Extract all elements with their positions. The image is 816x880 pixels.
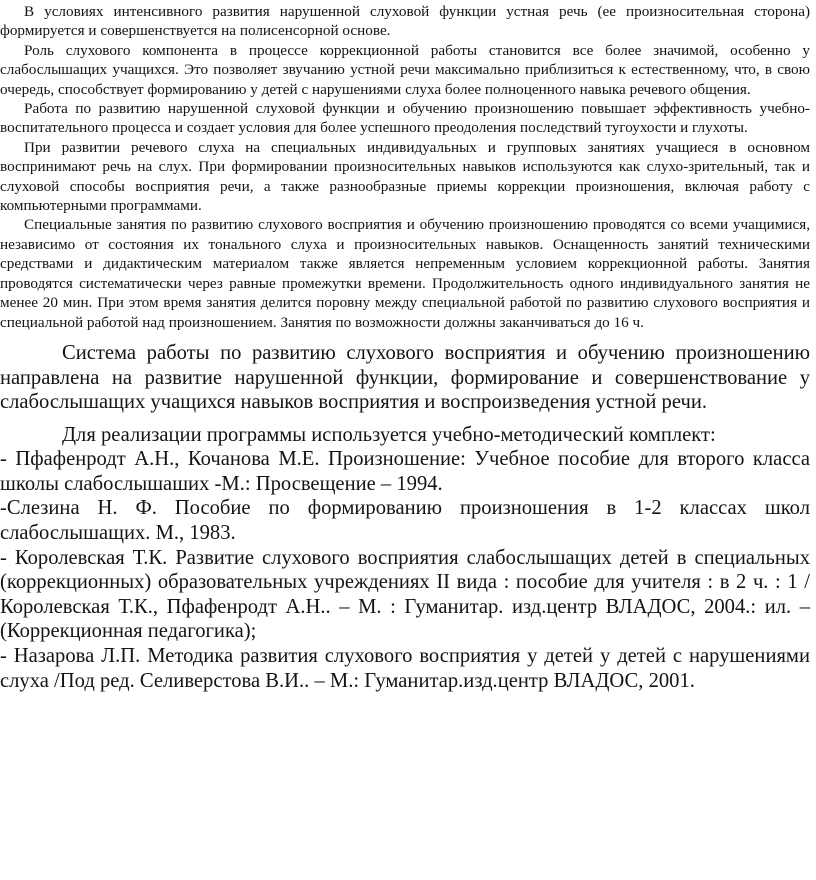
paragraph-work-efficiency: Работа по развитию нарушенной слуховой функции и обучению произношению повышает эффективность учебно-воспитательного процесса и создает условия для более успешного преодоления последствий тугоухости и глухоты.	[0, 100, 810, 137]
reference-item: -Слезина Н. Ф. Пособие по формированию произношения в 1-2 классах школ слабослышащих. М., 1983.	[0, 497, 810, 545]
paragraph-kit-intro: Для реализации программы используется учебно-методический комплект:	[62, 423, 716, 446]
reference-item: - Назарова Л.П. Методика развития слухового восприятия у детей у детей с нарушениями слуха /Под ред. Селиверстова В.И.. – М.: Гуманитар.изд.центр ВЛАДОС, 2001.	[0, 645, 810, 692]
paragraph-speech-hearing: При развитии речевого слуха на специальных индивидуальных и групповых занятиях учащиеся в основном воспринимают речь на слух. При формировании произносительных навыков используются как слухо-зрительный, так и слуховой способы восприятия речи, а также разнообразные приемы коррекции произношения, включая работу с компьютерными программами.	[0, 138, 810, 215]
paragraph-polysensory: В условиях интенсивного развития нарушенной слуховой функции устная речь (ее произносительная сторона) формируется и совершенствуется на полисенсорной основе.	[0, 3, 810, 40]
program-section	[0, 341, 810, 693]
paragraph-special-lessons: Специальные занятия по развитию слухового восприятия и обучению произношению проводятся со всеми учащимися, независимо от состояния их тонального слуха и произносительных навыков. Оснащенность занятий техническими средствами и дидактическим материалом также является непременным условием коррекционной работы. Занятия проводятся систематически через равные промежутки времени. Продолжительность одного индивидуального занятия не менее 20 мин. При этом время занятия делится поровну между специальной работой по развитию слухового восприятия и специальной работой над произношением. Занятия по возможности должны заканчиваться до 16 ч.	[0, 216, 810, 331]
intro-section	[0, 2, 810, 332]
paragraph-auditory-role: Роль слухового компонента в процессе коррекционной работы становится все более значимой, особенно у слабослышащих учащихся. Это позволяет звучанию устной речи максимально приблизиться к естественному, что, в свою очередь, способствует формированию у детей с нарушениями слуха более полноценного навыка речевого общения.	[0, 41, 810, 98]
paragraph-system: Система работы по развитию слухового восприятия и обучению произношению направлена на развитие нарушенной функции, формирование и совершенствование у слабослышащих учащихся навыков восприятия и воспроизведения устной речи.	[0, 341, 810, 414]
reference-item: - Пфафенродт А.Н., Кочанова М.Е. Произношение: Учебное пособие для второго класса школы слабослышаших -М.: Просвещение – 1994.	[0, 448, 810, 495]
reference-item: - Королевская Т.К. Развитие слухового восприятия слабослышащих детей в специальных (коррекционных) образовательных учреждениях II вида : пособие для учителя : в 2 ч. : 1 /Королевская Т.К., Пфафенродт А.Н.. – М. : Гуманитар. изд.центр ВЛАДОС, 2004.: ил. – (Коррекционная педагогика);	[0, 546, 810, 643]
